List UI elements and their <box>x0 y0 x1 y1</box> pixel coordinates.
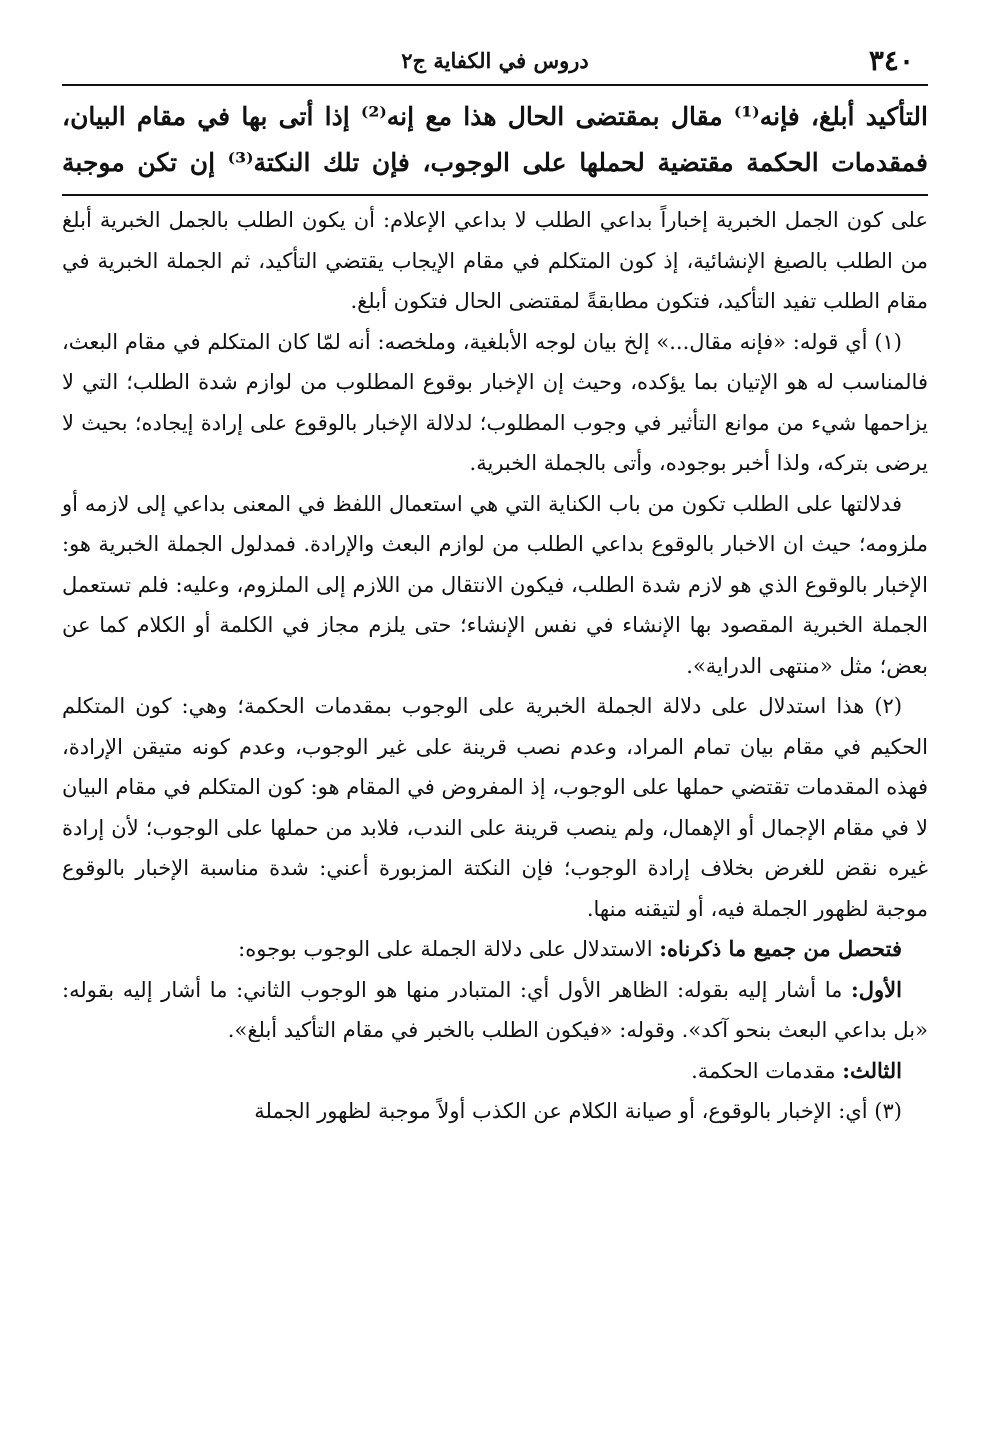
summary-label: فتحصل من جميع ما ذكرناه: <box>659 936 902 961</box>
summary-paragraph <box>62 929 928 970</box>
third-text: مقدمات الحكمة. <box>691 1058 843 1083</box>
first-text: ما أشار إليه بقوله: الظاهر الأول أي: المتبادر منها هو الوجوب الثاني: ما أشار إليه بقوله: «بل بداعي البعث بنحو آكد». وقوله: «فيكون الطلب بالخبر في مقام التأكيد أبلغ». <box>62 977 928 1042</box>
footnote-2: (٢) هذا استدلال على دلالة الجملة الخبرية على الوجوب بمقدمات الحكمة؛ وهي: كون المتكلم الحكيم في مقام بيان تمام المراد، وعدم نصب قرينة على غير الوجوب، وعدم كونه متيقن الإرادة، فهذه المقدمات تقتضي حملها على الوجوب، إذ المفروض في المقام هو: كون المتكلم في مقام البيان لا في مقام الإجمال أو الإهمال، ولم ينصب قرينة على الندب، فلابد من حملها على الوجوب؛ لأن إرادة غيره نقض للغرض بخلاف إرادة الوجوب؛ فإن النكتة المزبورة أعني: شدة مناسبة الإخبار بالوقوع موجبة لظهور الجملة فيه، أو لتيقنه منها. <box>62 694 928 921</box>
first-label: الأول: <box>851 976 902 1002</box>
summary-text: الاستدلال على دلالة الجملة على الوجوب بوجوه: <box>238 937 660 961</box>
third-label: الثالث: <box>842 1057 902 1083</box>
book-page <box>62 40 928 1132</box>
footnote-separator <box>62 194 928 196</box>
running-title: دروس في الكفاية ج٢ <box>401 48 589 73</box>
main-text-line: التأكيد أبلغ، فإنه⁽¹⁾ مقال بمقتضى الحال هذا مع إنه⁽²⁾ إذا أتى بها في مقام البيان، <box>62 102 928 131</box>
footnote-3: (٣) أي: الإخبار بالوقوع، أو صيانة الكلام عن الكذب أولاً موجبة لظهور الجملة <box>254 1099 902 1123</box>
main-text-line: فمقدمات الحكمة مقتضية لحملها على الوجوب، فإن تلك النكتة⁽³⁾ إن تكن موجبة <box>62 148 928 177</box>
first-proof-paragraph <box>62 970 928 1051</box>
third-proof-paragraph <box>62 1051 928 1092</box>
page-number: ٣٤٠ <box>868 44 914 77</box>
commentary <box>62 200 928 1132</box>
footnote-1: (١) أي قوله: «فإنه مقال...» إلخ بيان لوجه الأبلغية، وملخصه: أنه لمّا كان المتكلم في مقام البعث، فالمناسب له هو الإتيان بما يؤكده، وحيث إن الإخبار بوقوع المطلوب من لوازم شدة الطلب؛ التي لا يزاحمها شيء من موانع التأثير في وجوب المطلوب؛ لدلالة الإخبار بالوقوع على إرادة إيجاده؛ بحيث لا يرضى بتركه، ولذا أخبر بوجوده، وأتى بالجملة الخبرية. <box>62 329 928 475</box>
commentary-intro: على كون الجمل الخبرية إخباراً بداعي الطلب لا بداعي الإعلام: أن يكون الطلب بالجمل الخبرية أبلغ من الطلب بالصيغ الإنشائية، إذ كون المتكلم في مقام الإيجاب يقتضي التأكيد، ثم الجملة الخبرية في مقام الطلب تفيد التأكيد، فتكون مطابقةً لمقتضى الحال فتكون أبلغ. <box>62 208 928 313</box>
footnote-1-continued: فدلالتها على الطلب تكون من باب الكناية التي هي استعمال اللفظ في المعنى بداعي إلى لازمه أو ملزومه؛ حيث ان الاخبار بالوقوع بداعي الطلب من لوازم البعث والإرادة. فمدلول الجملة الخبرية هو: الإخبار بالوقوع الذي هو لازم شدة الطلب، فيكون الانتقال من اللازم إلى الملزوم، وعليه: فلم تستعمل الجملة الخبرية المقصود بها الإنشاء في نفس الإنشاء؛ حتى يلزم مجاز في الكلمة أو الكلام كما عن بعض؛ مثل «منتهى الدراية». <box>62 491 928 678</box>
header-rule <box>62 84 928 86</box>
page-header <box>62 40 928 84</box>
main-text <box>62 94 928 186</box>
